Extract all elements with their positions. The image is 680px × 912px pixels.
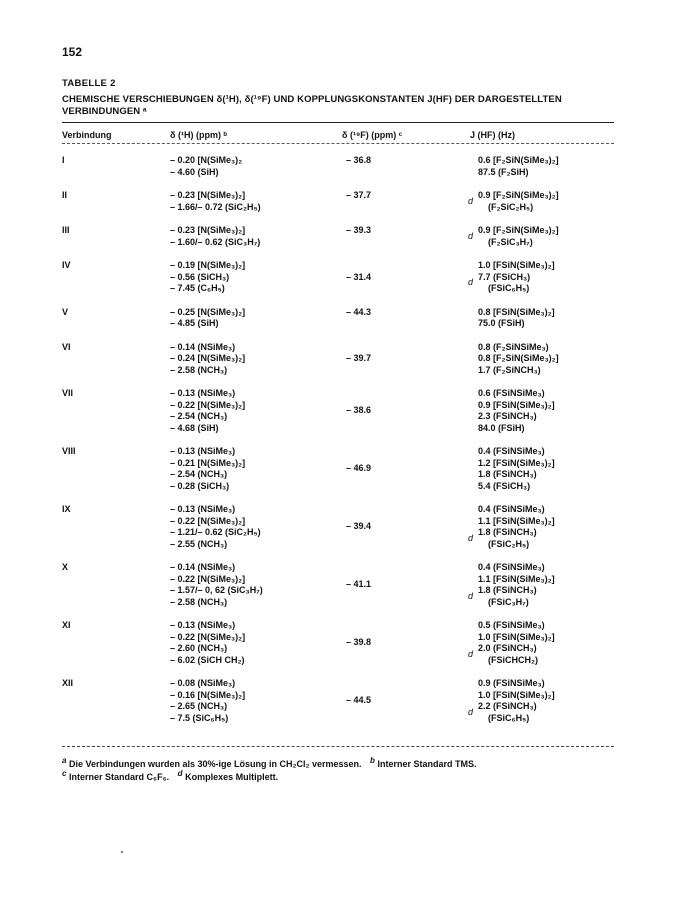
j-hf-value: 0.9 [F₂SiN(SiMe₃)₂] xyxy=(478,190,559,200)
table-top-rule xyxy=(62,122,614,123)
compound-row xyxy=(0,155,680,178)
multiplet-footnote-mark: d xyxy=(468,277,474,288)
j-hf-value: 1.2 [FSiN(SiMe₃)₂] xyxy=(478,457,555,468)
j-hf-list xyxy=(478,562,555,608)
h-shift-value: – 2.60 (NCH₃) xyxy=(170,643,228,653)
j-hf-value: 0.9 (FSiNSiMe₃) xyxy=(478,678,545,688)
j-hf-list xyxy=(478,678,555,724)
column-header-j-hf: J (HF) (Hz) xyxy=(470,130,515,140)
compound-row xyxy=(0,504,680,550)
column-header-f-shift: δ (¹⁹F) (ppm) ᶜ xyxy=(342,130,403,140)
h-shift-value: – 0.14 (NSiMe₃) xyxy=(170,341,236,352)
compound-name: III xyxy=(62,225,70,235)
h-shift-value: – 0.23 [N(SiMe₃)₂] xyxy=(170,225,246,235)
h-shift-list xyxy=(170,190,261,213)
h-shift-value: – 0.23 [N(SiMe₃)₂] xyxy=(170,190,246,200)
j-hf-list xyxy=(478,307,555,330)
j-hf-list xyxy=(478,504,555,550)
h-shift-value: – 2.58 (NCH₃) xyxy=(170,596,228,607)
footnote-d-mark: d xyxy=(177,769,183,778)
h-shift-value: – 2.55 (NCH₃) xyxy=(170,538,228,549)
column-header-h-shift: δ (¹H) (ppm) ᵇ xyxy=(170,130,227,140)
h-shift-value: – 0.56 (SiCH₃) xyxy=(170,271,230,282)
j-hf-value: 75.0 (FSiH) xyxy=(478,318,525,328)
column-header-compound: Verbindung xyxy=(62,130,112,140)
j-hf-value: 2.3 (FSiNCH₃) xyxy=(478,411,537,421)
j-hf-value: (FSiC₂H₅) xyxy=(488,538,530,549)
multiplet-footnote-mark: d xyxy=(468,195,474,206)
compound-row xyxy=(0,225,680,248)
h-shift-list xyxy=(170,562,263,608)
compound-row xyxy=(0,562,680,608)
j-hf-value: 0.4 (FSiNSiMe₃) xyxy=(478,562,545,572)
f-shift-value: – 31.4 xyxy=(346,271,372,282)
h-shift-value: – 0.22 [N(SiMe₃)₂] xyxy=(170,631,246,642)
f-shift-value: – 39.7 xyxy=(346,353,372,363)
h-shift-value: – 7.5 (SiC₆H₅) xyxy=(170,712,229,723)
j-hf-value: 0.8 [FSiN(SiMe₃)₂] xyxy=(478,306,555,317)
compound-name: IV xyxy=(62,260,71,270)
j-hf-value: 0.9 [FSiN(SiMe₃)₂] xyxy=(478,399,555,410)
multiplet-footnote-mark: d xyxy=(468,532,474,543)
j-hf-value: 0.6 [F₂SiN(SiMe₃)₂] xyxy=(478,155,559,165)
j-hf-value: 1.0 [FSiN(SiMe₃)₂] xyxy=(478,689,555,700)
j-hf-value: 1.7 (F₂SiNCH₃) xyxy=(478,364,541,375)
h-shift-value: – 1.57/– 0, 62 (SiC₃H₇) xyxy=(170,585,263,595)
compound-row xyxy=(0,446,680,492)
h-shift-value: – 0.13 (NSiMe₃) xyxy=(170,446,236,456)
page-number: 152 xyxy=(62,45,83,59)
j-hf-value: 5.4 (FSiCH₃) xyxy=(478,480,531,491)
j-hf-list xyxy=(478,620,555,666)
f-shift-value: – 37.7 xyxy=(346,190,372,200)
compound-row xyxy=(0,388,680,434)
j-hf-list xyxy=(478,155,559,178)
j-hf-value: 1.8 (FSiNCH₃) xyxy=(478,585,537,595)
compound-name: V xyxy=(62,306,69,317)
compound-name: VII xyxy=(62,388,74,398)
j-hf-list xyxy=(478,260,555,295)
table-caption: CHEMISCHE VERSCHIEBUNGEN δ(¹H), δ(¹⁹F) UND KOPPLUNGSKONSTANTEN J(HF) DER DARGESTELLTEN VERBINDUNGEN ᵃ xyxy=(62,94,562,117)
j-hf-value: 1.0 [FSiN(SiMe₃)₂] xyxy=(478,631,555,642)
footnote-d-text: Komplexes Multiplett. xyxy=(185,772,279,782)
h-shift-list xyxy=(170,504,261,550)
h-shift-value: – 0.22 [N(SiMe₃)₂] xyxy=(170,399,246,410)
h-shift-value: – 0.21 [N(SiMe₃)₂] xyxy=(170,457,246,468)
f-shift-value: – 39.8 xyxy=(346,637,372,648)
j-hf-value: 1.0 [FSiN(SiMe₃)₂] xyxy=(478,260,555,270)
h-shift-value: – 1.60/– 0.62 (SiC₃H₇) xyxy=(170,236,261,247)
j-hf-value: 0.4 (FSiNSiMe₃) xyxy=(478,504,545,514)
h-shift-list xyxy=(170,155,242,178)
multiplet-footnote-mark: d xyxy=(468,648,474,659)
h-shift-value: – 2.58 (NCH₃) xyxy=(170,364,228,375)
j-hf-value: 0.6 (FSiNSiMe₃) xyxy=(478,388,545,398)
j-hf-value: (FSiCHCH₂) xyxy=(488,654,538,665)
j-hf-value: (FSiC₆H₅) xyxy=(488,283,530,293)
j-hf-value: 87.5 (F₂SiH) xyxy=(478,166,529,177)
footnote-c-line xyxy=(62,769,622,782)
compound-row xyxy=(0,260,680,295)
h-shift-value: – 0.13 (NSiMe₃) xyxy=(170,620,236,630)
j-hf-list xyxy=(478,446,555,492)
h-shift-value: – 1.21/– 0.62 (SiC₂H₅) xyxy=(170,527,261,537)
h-shift-list xyxy=(170,446,245,492)
h-shift-value: – 0.28 (SiCH₃) xyxy=(170,480,230,491)
compound-row xyxy=(0,307,680,330)
h-shift-value: – 7.45 (C₆H₅) xyxy=(170,283,225,293)
multiplet-footnote-mark: d xyxy=(468,706,474,717)
compound-name: XII xyxy=(62,678,74,688)
f-shift-value: – 39.4 xyxy=(346,521,372,532)
compound-row xyxy=(0,620,680,666)
stray-dot xyxy=(121,851,123,853)
h-shift-value: – 0.08 (NSiMe₃) xyxy=(170,678,236,688)
j-hf-value: (F₂SiC₂H₅) xyxy=(488,201,534,212)
j-hf-value: 0.4 (FSiNSiMe₃) xyxy=(478,446,545,456)
h-shift-list xyxy=(170,388,245,434)
j-hf-list xyxy=(478,342,559,377)
j-hf-value: 2.2 (FSiNCH₃) xyxy=(478,701,537,711)
j-hf-value: 1.1 [FSiN(SiMe₃)₂] xyxy=(478,573,555,584)
f-shift-value: – 41.1 xyxy=(346,579,372,590)
h-shift-value: – 1.66/– 0.72 (SiC₂H₅) xyxy=(170,201,261,212)
j-hf-list xyxy=(478,190,559,213)
h-shift-value: – 4.85 (SiH) xyxy=(170,318,219,328)
j-hf-value: 0.8 [F₂SiN(SiMe₃)₂] xyxy=(478,353,559,363)
multiplet-footnote-mark: d xyxy=(468,230,474,241)
j-hf-value: 1.1 [FSiN(SiMe₃)₂] xyxy=(478,515,555,526)
footnote-c-text: Interner Standard C₆F₆. xyxy=(68,772,170,782)
h-shift-list xyxy=(170,620,245,666)
j-hf-value: 2.0 (FSiNCH₃) xyxy=(478,643,537,653)
footnote-c-mark: c xyxy=(62,769,67,778)
compound-name: VI xyxy=(62,341,71,352)
h-shift-value: – 2.54 (NCH₃) xyxy=(170,469,228,479)
f-shift-value: – 44.3 xyxy=(346,306,372,317)
footnote-a-mark: a xyxy=(62,756,67,765)
compound-name: VIII xyxy=(62,446,76,456)
h-shift-value: – 2.65 (NCH₃) xyxy=(170,701,228,711)
h-shift-value: – 0.24 [N(SiMe₃)₂] xyxy=(170,353,246,363)
table-label: TABELLE 2 xyxy=(62,78,116,89)
h-shift-value: – 0.20 [N(SiMe₃)₂ xyxy=(170,155,243,165)
j-hf-value: 7.7 (FSiCH₃) xyxy=(478,271,531,282)
h-shift-value: – 0.19 [N(SiMe₃)₂] xyxy=(170,260,246,270)
h-shift-list xyxy=(170,678,245,724)
compound-row xyxy=(0,190,680,213)
j-hf-value: 0.5 (FSiNSiMe₃) xyxy=(478,620,545,630)
h-shift-value: – 0.13 (NSiMe₃) xyxy=(170,504,236,514)
h-shift-value: – 0.16 [N(SiMe₃)₂] xyxy=(170,689,246,700)
footnote-b-mark: b xyxy=(370,756,375,765)
h-shift-value: – 0.13 (NSiMe₃) xyxy=(170,388,236,398)
h-shift-value: – 0.14 (NSiMe₃) xyxy=(170,562,236,572)
j-hf-value: 1.8 (FSiNCH₃) xyxy=(478,469,537,479)
h-shift-value: – 0.22 [N(SiMe₃)₂] xyxy=(170,515,246,526)
j-hf-value: (FSiC₃H₇) xyxy=(488,596,529,607)
f-shift-value: – 36.8 xyxy=(346,155,372,165)
f-shift-value: – 38.6 xyxy=(346,405,372,416)
h-shift-value: – 6.02 (SiCH CH₂) xyxy=(170,654,245,665)
compound-name: IX xyxy=(62,504,71,514)
h-shift-value: – 0.25 [N(SiMe₃)₂] xyxy=(170,306,246,317)
compound-name: XI xyxy=(62,620,71,630)
h-shift-list xyxy=(170,342,245,377)
h-shift-list xyxy=(170,260,245,295)
compound-name: X xyxy=(62,562,69,572)
h-shift-value: – 2.54 (NCH₃) xyxy=(170,411,228,421)
compound-name: I xyxy=(62,155,65,165)
j-hf-list xyxy=(478,225,559,248)
compound-row xyxy=(0,342,680,377)
j-hf-value: 84.0 (FSiH) xyxy=(478,422,525,433)
h-shift-value: – 4.68 (SiH) xyxy=(170,422,219,433)
h-shift-list xyxy=(170,225,260,248)
h-shift-value: – 0.22 [N(SiMe₃)₂] xyxy=(170,573,246,584)
f-shift-value: – 39.3 xyxy=(346,225,372,235)
j-hf-list xyxy=(478,388,555,434)
table-bottom-rule xyxy=(62,746,614,747)
j-hf-value: 0.9 [F₂SiN(SiMe₃)₂] xyxy=(478,225,559,235)
j-hf-value: 0.8 (F₂SiNSiMe₃) xyxy=(478,341,549,352)
h-shift-value: – 4.60 (SiH) xyxy=(170,166,219,177)
h-shift-list xyxy=(170,307,245,330)
table-header-rule xyxy=(62,143,614,144)
j-hf-value: 1.8 (FSiNCH₃) xyxy=(478,527,537,537)
f-shift-value: – 44.5 xyxy=(346,695,372,706)
multiplet-footnote-mark: d xyxy=(468,590,474,601)
footnote-a-text: Die Verbindungen wurden als 30%-ige Lösung in CH₂Cl₂ vermessen. xyxy=(68,759,362,769)
j-hf-value: (FSiC₆H₅) xyxy=(488,712,530,723)
f-shift-value: – 46.9 xyxy=(346,463,372,474)
footnote-a-line xyxy=(62,756,622,769)
compound-row xyxy=(0,678,680,724)
footnote-b-text: Interner Standard TMS. xyxy=(377,759,477,769)
j-hf-value: (F₂SiC₃H₇) xyxy=(488,236,533,247)
compound-name: II xyxy=(62,190,68,200)
